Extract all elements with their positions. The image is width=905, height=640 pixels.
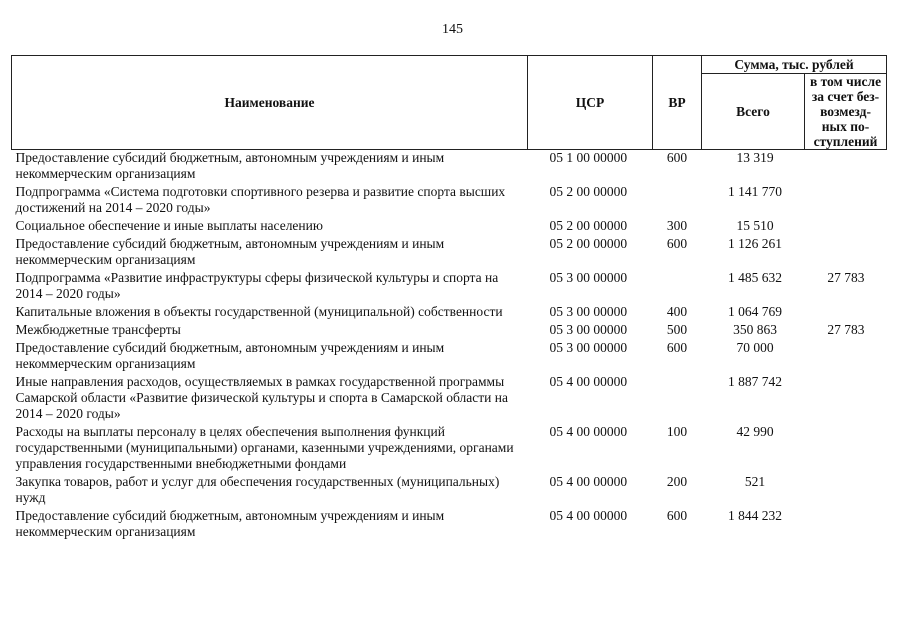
row-vr xyxy=(653,184,702,218)
row-free xyxy=(805,304,887,322)
header-total: Всего xyxy=(702,74,805,150)
header-sum: Сумма, тыс. рублей xyxy=(702,56,887,74)
table-body xyxy=(12,150,887,543)
header-csr: ЦСР xyxy=(528,56,653,150)
row-vr: 300 xyxy=(666,218,688,233)
table-row xyxy=(12,236,887,270)
table-row xyxy=(12,218,887,236)
row-csr: 05 1 00 00000 xyxy=(549,150,628,165)
row-free: 27 783 xyxy=(827,270,865,285)
row-total: 70 000 xyxy=(736,340,774,355)
row-free xyxy=(805,218,887,236)
table-row xyxy=(12,340,887,374)
row-name: Подпрограмма «Система подготовки спортивного резерва и развитие спорта высших достижений на 2014 – 2020 годы» xyxy=(15,184,506,215)
row-vr: 100 xyxy=(666,424,688,439)
row-csr: 05 4 00 00000 xyxy=(549,374,628,389)
row-total: 521 xyxy=(744,474,766,489)
row-name: Закупка товаров, работ и услуг для обеспечения государственных (муниципальных) нужд xyxy=(15,474,500,505)
table-header xyxy=(12,56,887,150)
row-name: Иные направления расходов, осуществляемых в рамках государственной программы Самарской области «Развитие физической культуры и спорта в Самарской области на 2014 – 2020 годы» xyxy=(15,374,508,421)
row-csr: 05 3 00 00000 xyxy=(549,304,628,319)
row-total: 1 485 632 xyxy=(728,270,782,285)
row-csr: 05 3 00 00000 xyxy=(549,340,628,355)
row-vr: 600 xyxy=(666,150,688,165)
row-vr: 400 xyxy=(666,304,688,319)
table-row xyxy=(12,322,887,340)
row-csr: 05 4 00 00000 xyxy=(549,508,628,523)
row-total: 1 141 770 xyxy=(728,184,782,199)
row-name: Предоставление субсидий бюджетным, автономным учреждениям и иным некоммерческим организациям xyxy=(15,340,445,371)
row-vr xyxy=(653,374,702,424)
row-name: Расходы на выплаты персоналу в целях обеспечения выполнения функций государственными (муниципальными) органами, казенными учреждениями, органами управления государственными внебюджетными фондами xyxy=(15,424,514,471)
header-free-line: в том числе xyxy=(809,74,882,89)
row-vr: 500 xyxy=(666,322,688,337)
row-free xyxy=(805,474,887,508)
table-row xyxy=(12,424,887,474)
table-row xyxy=(12,474,887,508)
row-free xyxy=(805,150,887,185)
row-name: Межбюджетные трансферты xyxy=(15,322,181,337)
row-total: 1 844 232 xyxy=(728,508,782,523)
table-row xyxy=(12,184,887,218)
row-total: 350 863 xyxy=(733,322,777,337)
row-free xyxy=(805,374,887,424)
row-csr: 05 4 00 00000 xyxy=(549,474,628,489)
header-free-line: ных по- xyxy=(821,119,870,134)
header-name: Наименование xyxy=(12,56,528,150)
row-free: 27 783 xyxy=(827,322,865,337)
row-name: Подпрограмма «Развитие инфраструктуры сферы физической культуры и спорта на 2014 – 2020 годы» xyxy=(15,270,499,301)
row-free xyxy=(805,508,887,542)
row-total: 13 319 xyxy=(736,150,774,165)
row-name: Капитальные вложения в объекты государственной (муниципальной) собственности xyxy=(15,304,503,319)
row-vr: 600 xyxy=(666,340,688,355)
header-free xyxy=(805,74,887,150)
row-csr: 05 3 00 00000 xyxy=(549,322,628,337)
row-free xyxy=(805,236,887,270)
table-row xyxy=(12,508,887,542)
header-vr: ВР xyxy=(653,56,702,150)
row-free xyxy=(805,184,887,218)
row-total: 1 887 742 xyxy=(728,374,782,389)
row-csr: 05 3 00 00000 xyxy=(549,270,628,285)
page-number: 145 xyxy=(442,22,463,37)
table-row xyxy=(12,150,887,185)
budget-table xyxy=(11,55,887,542)
row-free xyxy=(805,424,887,474)
row-vr xyxy=(653,270,702,304)
table-row xyxy=(12,304,887,322)
row-vr: 200 xyxy=(666,474,688,489)
row-total: 1 126 261 xyxy=(728,236,782,251)
header-free-line: ступлений xyxy=(813,134,878,149)
row-name: Предоставление субсидий бюджетным, автономным учреждениям и иным некоммерческим организациям xyxy=(15,236,445,267)
row-csr: 05 4 00 00000 xyxy=(549,424,628,439)
row-vr: 600 xyxy=(666,236,688,251)
header-free-line: за счет без- xyxy=(811,89,880,104)
row-free xyxy=(805,340,887,374)
row-csr: 05 2 00 00000 xyxy=(549,236,628,251)
header-free-line: возмезд- xyxy=(820,104,871,119)
row-vr: 600 xyxy=(666,508,688,523)
row-name: Предоставление субсидий бюджетным, автономным учреждениям и иным некоммерческим организациям xyxy=(15,508,445,539)
row-name: Предоставление субсидий бюджетным, автономным учреждениям и иным некоммерческим организациям xyxy=(15,150,445,181)
row-total: 1 064 769 xyxy=(728,304,782,319)
row-csr: 05 2 00 00000 xyxy=(549,218,628,233)
row-total: 42 990 xyxy=(736,424,774,439)
table-row xyxy=(12,270,887,304)
row-name: Социальное обеспечение и иные выплаты населению xyxy=(15,218,323,233)
table-row xyxy=(12,374,887,424)
row-csr: 05 2 00 00000 xyxy=(549,184,628,199)
row-total: 15 510 xyxy=(736,218,774,233)
